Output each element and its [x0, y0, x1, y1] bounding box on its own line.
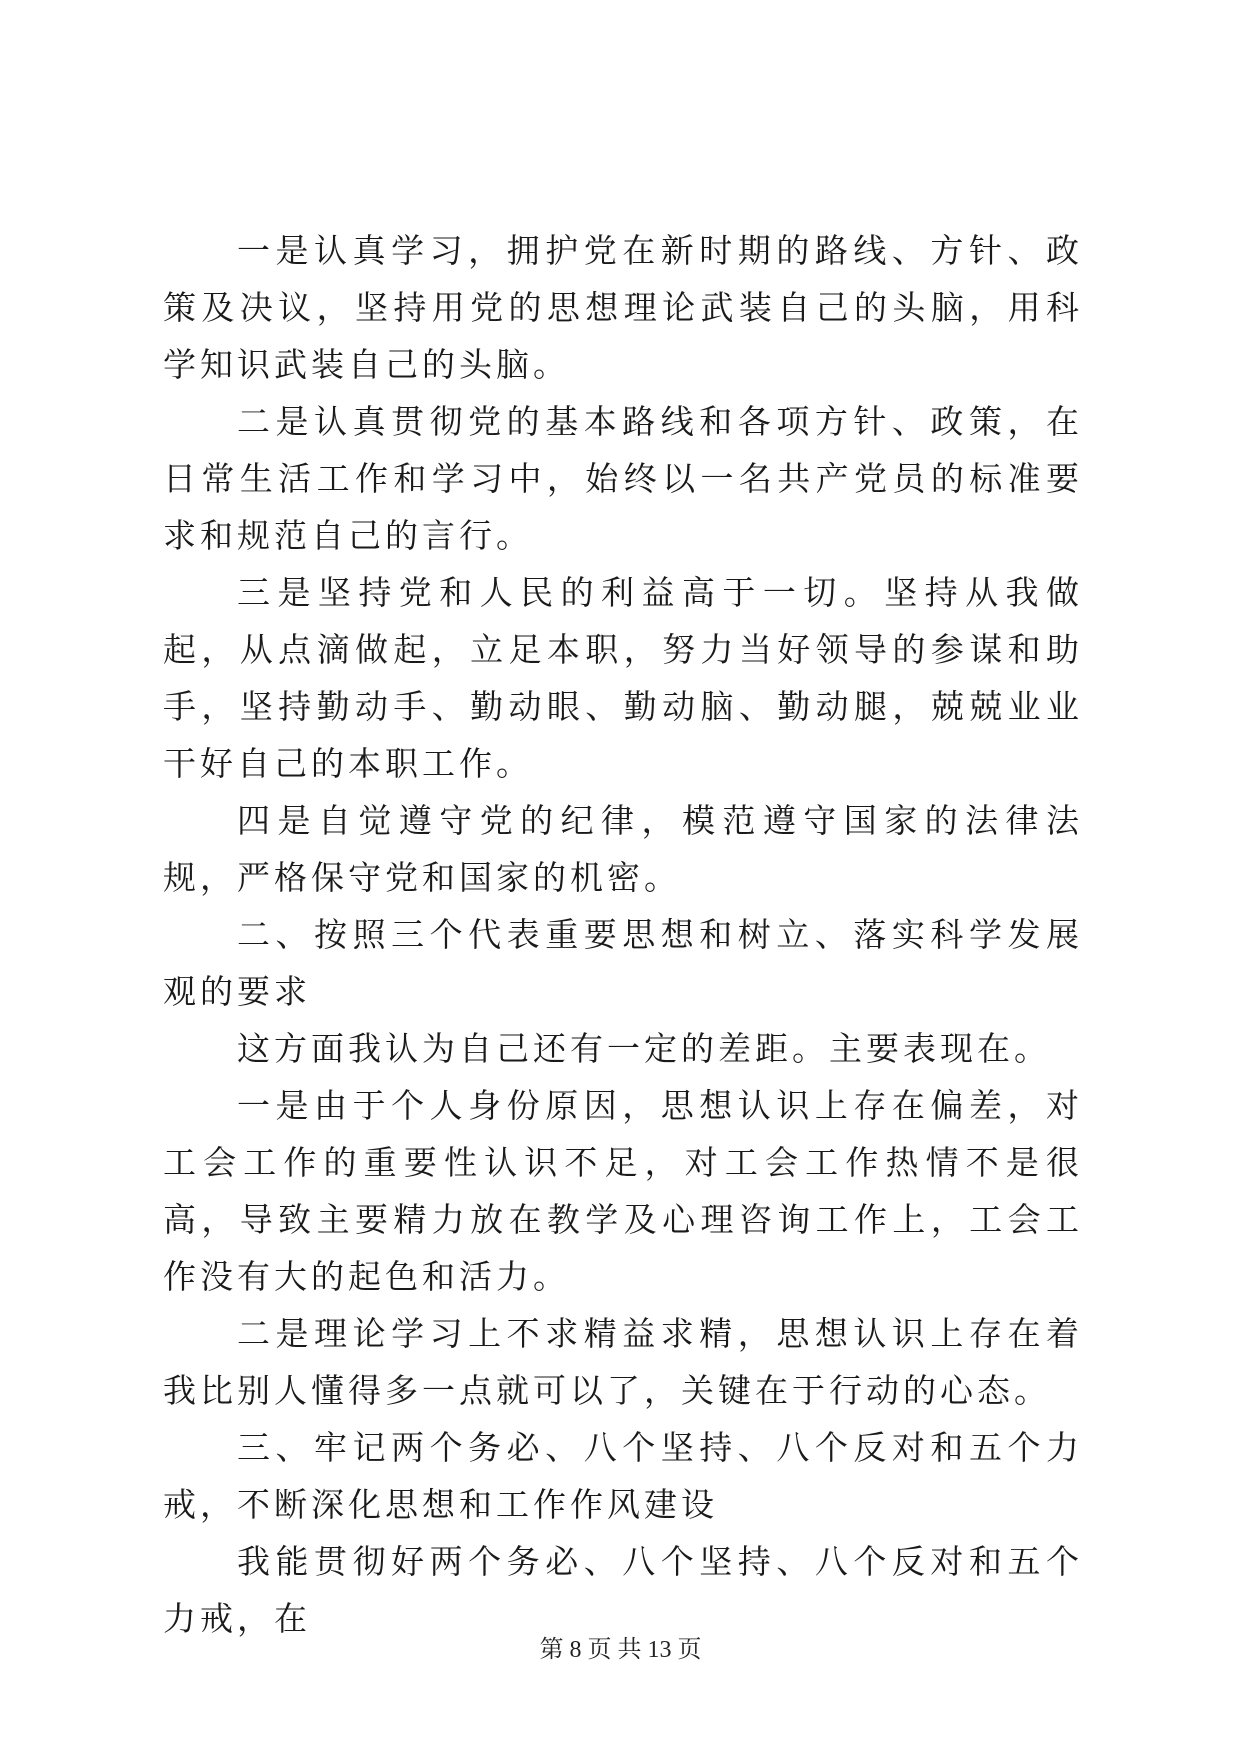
- paragraph: 二是认真贯彻党的基本路线和各项方针、政策，在日常生活工作和学习中，始终以一名共产党员的标准要求和规范自己的言行。: [163, 402, 1083, 555]
- section-heading: 三、牢记两个务必、八个坚持、八个反对和五个力戒，不断深化思想和工作作风建设: [163, 1428, 1083, 1524]
- paragraph: 二是理论学习上不求精益求精，思想认识上存在着我比别人懂得多一点就可以了，关键在于行动的心态。: [163, 1314, 1083, 1410]
- paragraph: 这方面我认为自己还有一定的差距。主要表现在。: [237, 1029, 1051, 1068]
- paragraph: 我能贯彻好两个务必、八个坚持、八个反对和五个力戒，在: [163, 1542, 1083, 1638]
- paragraph: 一是由于个人身份原因，思想认识上存在偏差，对工会工作的重要性认识不足，对工会工作热情不是很高，导致主要精力放在教学及心理咨询工作上，工会工作没有大的起色和活力。: [163, 1086, 1083, 1296]
- section-heading: 二、按照三个代表重要思想和树立、落实科学发展观的要求: [163, 915, 1083, 1011]
- page-number-footer: 第 8 页 共 13 页: [539, 1637, 702, 1663]
- document-body: [163, 222, 1083, 1647]
- paragraph: 四是自觉遵守党的纪律，模范遵守国家的法律法规，严格保守党和国家的机密。: [163, 801, 1083, 897]
- paragraph: 一是认真学习，拥护党在新时期的路线、方针、政策及决议，坚持用党的思想理论武装自己的头脑，用科学知识武装自己的头脑。: [163, 231, 1083, 384]
- paragraph: 三是坚持党和人民的利益高于一切。坚持从我做起，从点滴做起，立足本职，努力当好领导的参谋和助手，坚持勤动手、勤动眼、勤动脑、勤动腿，兢兢业业干好自己的本职工作。: [163, 573, 1083, 783]
